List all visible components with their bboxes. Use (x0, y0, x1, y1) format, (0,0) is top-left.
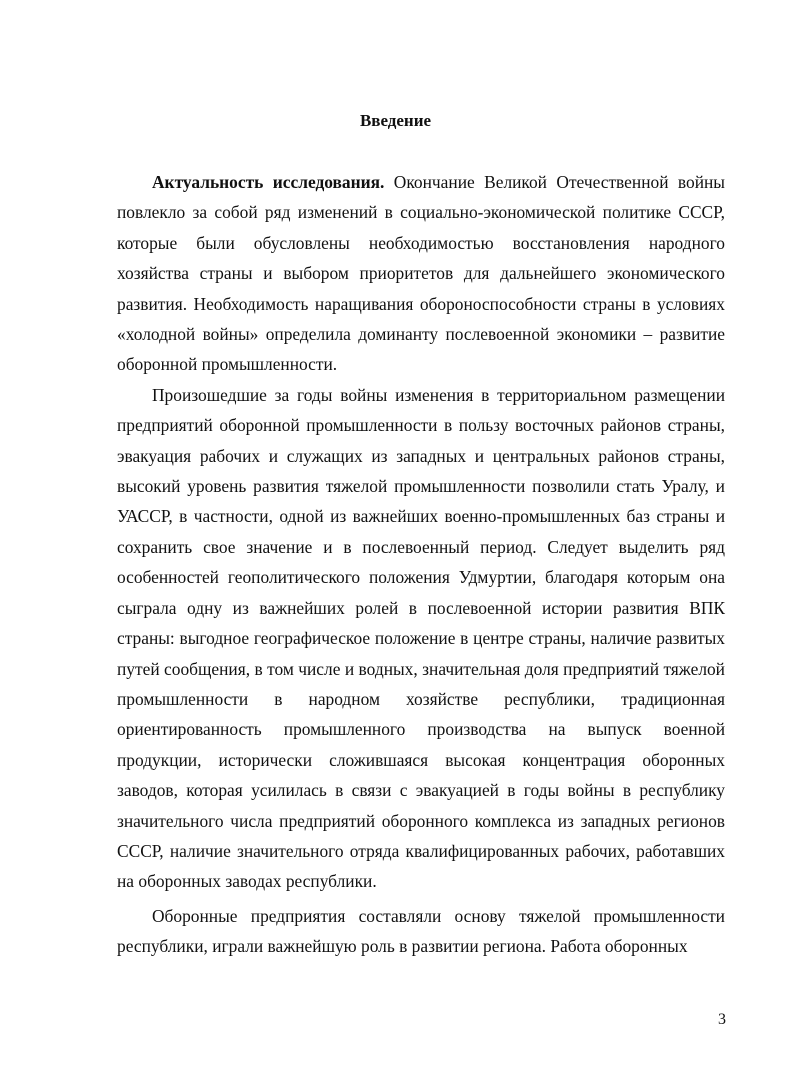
body-text (117, 167, 725, 962)
paragraph-relevance (117, 167, 725, 380)
section-heading: Введение (359, 111, 432, 130)
paragraph-geopolitics (117, 380, 725, 897)
paragraph-lead: Актуальность исследования. (152, 172, 385, 192)
paragraph-text: Произошедшие за годы войны изменения в территориальном размещении предприятий оборонной промышленности в пользу восточных районов страны, эвакуация рабочих и служащих из западных и центральных районов страны, высокий уровень развития тяжелой промышленности позволили стать Уралу, и УАССР, в частности, одной из важнейших военно-промышленных баз страны и сохранить свое значение и в послевоенный период. Следует выделить ряд особенностей геополитического положения Удмуртии, благодаря которым она сыграла одну из важнейших ролей в послевоенной истории развития ВПК страны: выгодное географическое положение в центре страны, наличие развитых путей сообщения, в том числе и водных, значительная доля предприятий тяжелой промышленности в народном хозяйстве республики, традиционная ориентированность промышленного производства на выпуск военной продукции, исторически сложившаяся высокая концентрация оборонных заводов, которая усилилась в связи с эвакуацией в годы войны в республику значительного числа предприятий оборонного комплекса из западных регионов СССР, наличие значительного отряда квалифицированных рабочих, работавших на оборонных заводах республики. (117, 384, 725, 892)
paragraph-defense-enterprises (117, 901, 725, 962)
paragraph-text: Оборонные предприятия составляли основу тяжелой промышленности республики, играли важнейшую роль в развитии региона. Работа оборонных (117, 905, 725, 957)
page-number: 3 (718, 1011, 726, 1028)
paragraph-text: Окончание Великой Отечественной войны повлекло за собой ряд изменений в социально-экономической политике СССР, которые были обусловлены необходимостью восстановления народного хозяйства страны и выбором приоритетов для дальнейшего экономического развития. Необходимость наращивания обороноспособности страны в условиях «холодной войны» определила доминанту послевоенной экономики – развитие оборонной промышленности. (117, 172, 725, 375)
